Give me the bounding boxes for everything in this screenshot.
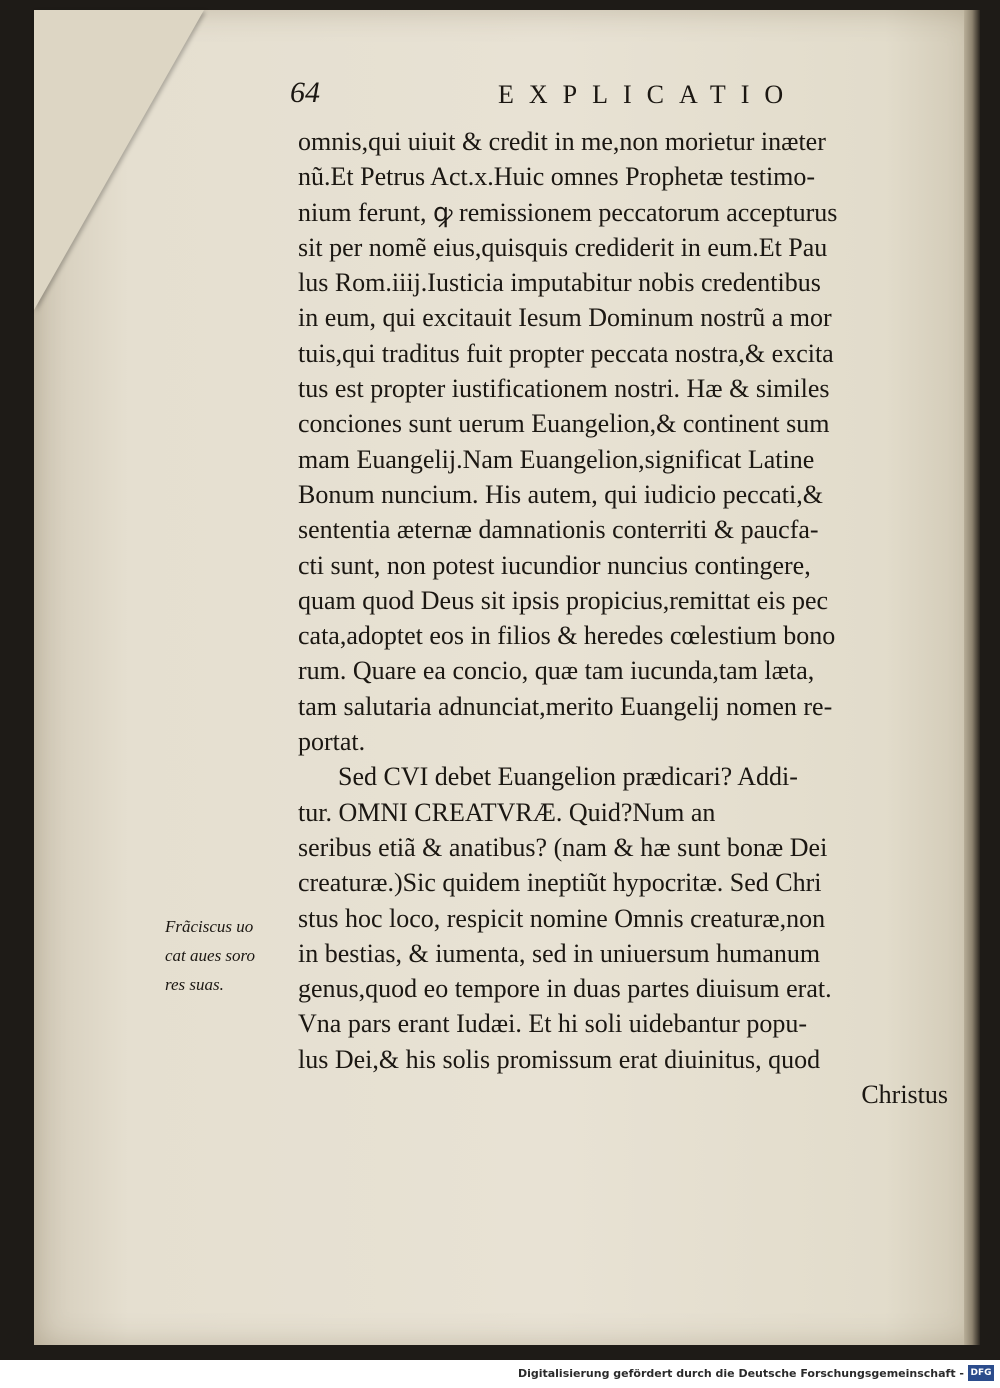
footer-bar (0, 1360, 1000, 1388)
margin-note-line: Frãciscus uo (165, 917, 254, 936)
text-line: mam Euangelij.Nam Euangelion,significat Latine (298, 444, 815, 474)
text-line: tuis,qui traditus fuit propter peccata nostra,& excita (298, 338, 834, 368)
text-line: Sed CVI debet Euangelion prædicari? Addi- (338, 762, 798, 792)
page-header (290, 76, 950, 116)
margin-note-line: res suas. (165, 975, 224, 994)
text-line: tus est propter iustificationem nostri. Hæ & similes (298, 374, 830, 404)
text-line: omnis,qui uiuit & credit in me,non morietur inæter (298, 127, 826, 156)
page-edge (964, 10, 980, 1345)
page-number: 64 (290, 76, 320, 109)
text-line: genus,quod eo tempore in duas partes diuisum erat. (298, 974, 832, 1004)
folded-page-corner (34, 10, 204, 310)
text-line: tur. OMNI CREATVRÆ. Quid?Num an (298, 797, 716, 827)
margin-note (165, 912, 295, 999)
text-line: sententia æternæ damnationis conterriti & paucfa- (298, 515, 819, 545)
margin-note-line: cat aues soro (165, 946, 256, 965)
text-line: nũ.Et Petrus Act.x.Huic omnes Prophetæ testimo- (298, 162, 816, 192)
text-line: conciones sunt uerum Euangelion,& continent sum (298, 409, 830, 439)
text-line: cti sunt, non potest iucundior nuncius contingere, (298, 550, 811, 580)
text-line: Bonum nuncium. His autem, qui iudicio peccati,& (298, 479, 823, 509)
text-line: portat. (298, 727, 366, 757)
text-line: cata,adoptet eos in filios & heredes cœlestium bono (298, 621, 836, 651)
text-line: seribus etiã & anatibus? (nam & hæ sunt bonæ Dei (298, 832, 828, 862)
dfg-logo: DFG (968, 1365, 994, 1381)
text-line: rum. Quare ea concio, quæ tam iucunda,tam læta, (298, 656, 815, 686)
text-line: in bestias, & iumenta, sed in uniuersum humanum (298, 938, 821, 968)
body-text (298, 124, 958, 1112)
text-line: Vna pars erant Iudæi. Et hi soli uidebantur popu- (298, 1009, 808, 1039)
text-line: nium ferunt, ꝙ remissionem peccatorum accepturus (298, 197, 838, 227)
text-line: in eum, qui excitauit Iesum Dominum nostrũ a mor (298, 303, 832, 333)
funding-credit: Digitalisierung gefördert durch die Deutsche Forschungsgemeinschaft - (517, 1367, 964, 1380)
text-line: lus Dei,& his solis promissum erat diuinitus, quod (298, 1044, 821, 1074)
text-line: stus hoc loco, respicit nomine Omnis creaturæ,non (298, 903, 826, 933)
text-line: lus Rom.iiij.Iusticia imputabitur nobis credentibus (298, 268, 821, 298)
text-line: sit per nomẽ eius,quisquis crediderit in eum.Et Pau (298, 232, 828, 262)
running-head: EXPLICATIO (498, 80, 799, 109)
text-line: quam quod Deus sit ipsis propicius,remittat eis pec (298, 585, 829, 615)
text-line: tam salutaria adnunciat,merito Euangelij nomen re- (298, 691, 833, 721)
text-line: creaturæ.)Sic quidem ineptiũt hypocritæ. Sed Chri (298, 868, 822, 898)
catchword: Christus (861, 1080, 948, 1110)
